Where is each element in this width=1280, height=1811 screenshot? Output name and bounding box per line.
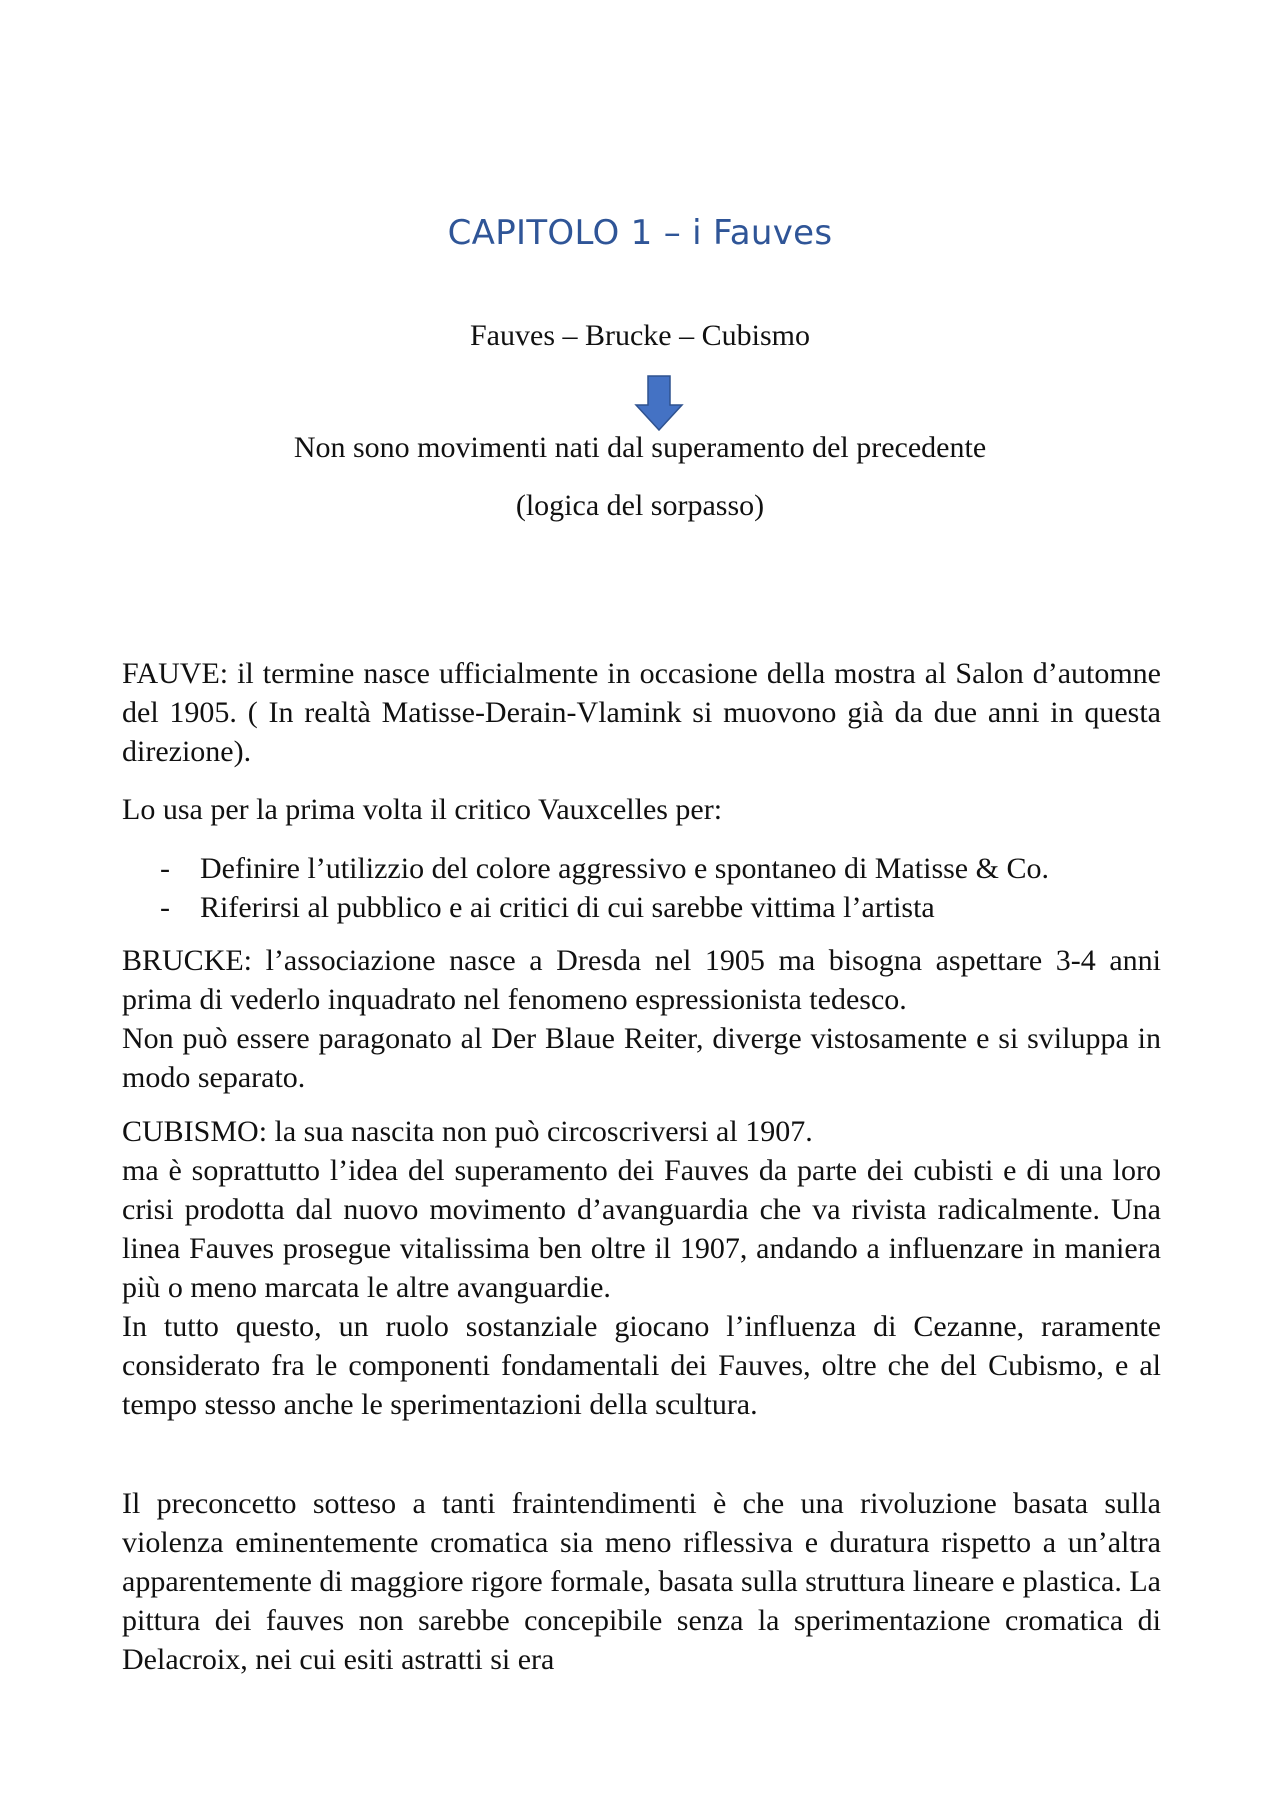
- bullet-text: Definire l’utilizzio del colore aggressivo e spontaneo di Matisse & Co.: [200, 852, 1049, 885]
- vauxcelles-intro-block: [122, 790, 1161, 829]
- cubismo-paragraph-2: ma è soprattutto l’idea del superamento dei Fauves da parte dei cubisti e di una loro crisi prodotta dal nuovo movimento d’avanguardia che va rivista radicalmente. Una linea Fauves prosegue vitalissima ben oltre il 1907, andando a influenzare in maniera più o meno marcata le altre avanguardie.: [122, 1154, 1161, 1304]
- brucke-paragraph-2: Non può essere paragonato al Der Blaue Reiter, diverge vistosamente e si sviluppa in modo separato.: [122, 1022, 1161, 1094]
- cubismo-paragraph-3: In tutto questo, un ruolo sostanziale giocano l’influenza di Cezanne, raramente considerato fra le componenti fondamentali dei Fauves, oltre che del Cubismo, e al tempo stesso anche le sperimentazioni della scultura.: [122, 1310, 1161, 1421]
- bullet-text: Riferirsi al pubblico e ai critici di cui sarebbe vittima l’artista: [200, 891, 935, 924]
- list-item: [160, 888, 1160, 927]
- fauve-section: [122, 654, 1161, 771]
- cubismo-line-1: CUBISMO: la sua nascita non può circoscriversi al 1907.: [122, 1115, 813, 1148]
- statement-line-2: (logica del sorpasso): [515, 489, 765, 522]
- bullet-marker: -: [160, 852, 170, 885]
- brucke-paragraph-1: BRUCKE: l’associazione nasce a Dresda nel 1905 ma bisogna aspettare 3-4 anni prima di vederlo inquadrato nel fenomeno espressionista tedesco.: [122, 944, 1161, 1016]
- statement-line-1: Non sono movimenti nati dal superamento del precedente: [293, 431, 987, 464]
- list-item: [160, 849, 1160, 888]
- cubismo-section: [122, 1112, 1161, 1424]
- movements-subtitle: Fauves – Brucke – Cubismo: [470, 319, 810, 352]
- chapter-title: CAPITOLO 1 – i Fauves: [447, 213, 833, 253]
- bullet-marker: -: [160, 891, 170, 924]
- preconcetto-paragraph: Il preconcetto sotteso a tanti fraintendimenti è che una rivoluzione basata sulla violenza eminentemente cromatica sia meno riflessiva e duratura rispetto a un’altra apparentemente di maggiore rigore formale, basata sulla struttura lineare e plastica. La pittura dei fauves non sarebbe concepibile senza la sperimentazione cromatica di Delacroix, nei cui esiti astratti si era: [122, 1487, 1161, 1676]
- fauve-paragraph: FAUVE: il termine nasce ufficialmente in occasione della mostra al Salon d’automne del 1905. ( In realtà Matisse-Derain-Vlamink si muovono già da due anni in questa direzione).: [122, 657, 1161, 768]
- vauxcelles-bullet-list: [160, 849, 1160, 927]
- preconcetto-section: [122, 1484, 1161, 1679]
- brucke-section: [122, 941, 1161, 1097]
- down-arrow-icon: [634, 375, 684, 431]
- vauxcelles-intro: Lo usa per la prima volta il critico Vauxcelles per:: [122, 793, 723, 826]
